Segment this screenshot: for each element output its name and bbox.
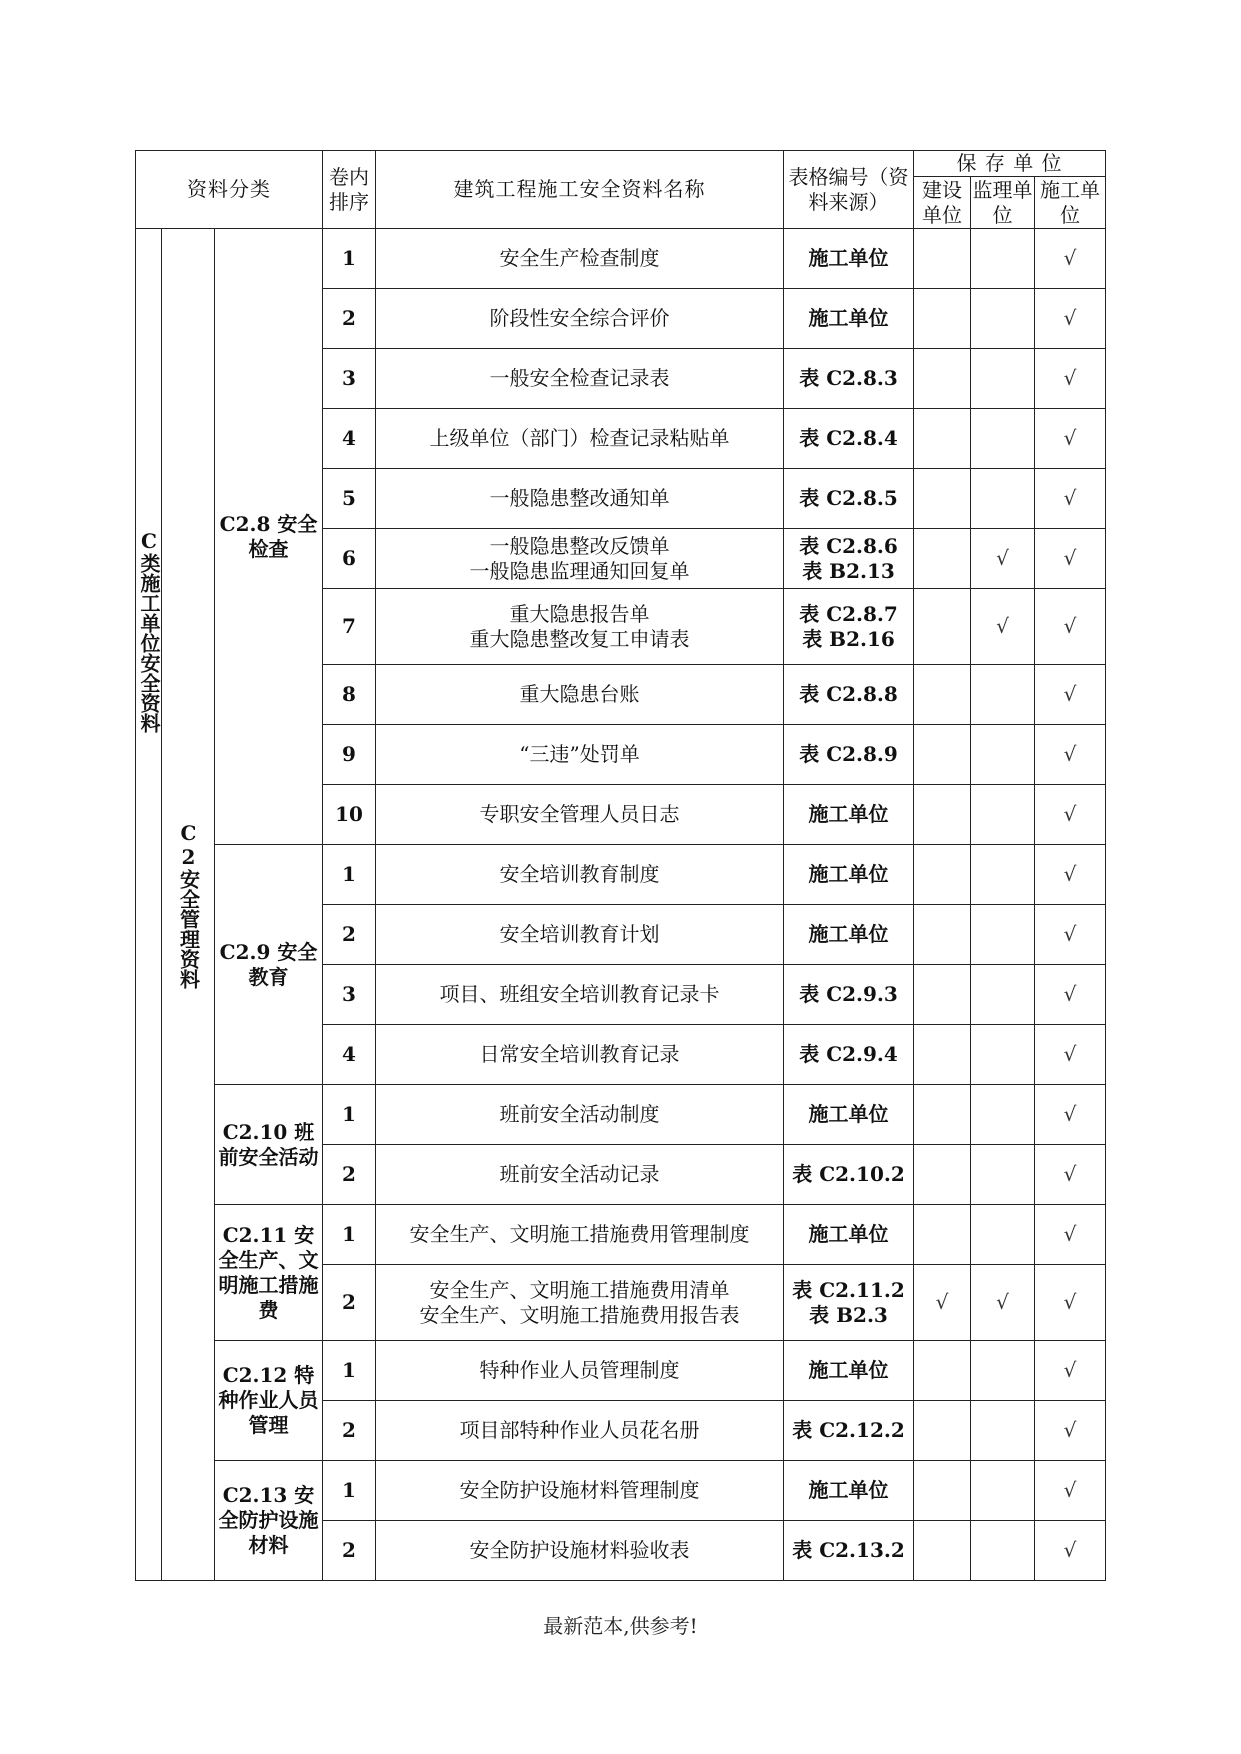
check-mark-icon: √ (1063, 982, 1077, 1006)
check-owner-cell (914, 409, 971, 469)
form-code: 施工单位 (784, 229, 914, 289)
record-name: 特种作业人员管理制度 (376, 1341, 784, 1401)
check-contractor-cell (1035, 1265, 1106, 1341)
row-number: 2 (323, 905, 376, 965)
check-contractor-cell (1035, 965, 1106, 1025)
row-number: 4 (323, 1025, 376, 1085)
row-number: 2 (323, 1521, 376, 1581)
check-owner-cell (914, 1265, 971, 1341)
form-code: 表 C2.10.2 (784, 1145, 914, 1205)
form-code: 施工单位 (784, 289, 914, 349)
check-mark-icon: √ (1063, 486, 1077, 510)
form-code: 表 C2.8.7 表 B2.16 (784, 589, 914, 665)
form-code: 施工单位 (784, 1461, 914, 1521)
record-name: 项目部特种作业人员花名册 (376, 1401, 784, 1461)
level1-category: C类施工单位安全资料 (136, 229, 162, 1581)
check-mark-icon: √ (1063, 1042, 1077, 1066)
check-contractor-cell (1035, 1401, 1106, 1461)
check-contractor-cell (1035, 529, 1106, 589)
check-mark-icon: √ (1063, 1102, 1077, 1126)
table-row (136, 1085, 1106, 1145)
check-mark-icon: √ (1063, 1418, 1077, 1442)
check-owner-cell (914, 1025, 971, 1085)
section-title: C2.13 安全防护设施材料 (215, 1461, 323, 1581)
record-name: 班前安全活动制度 (376, 1085, 784, 1145)
check-contractor-cell (1035, 1461, 1106, 1521)
header-storage-supervisor: 监理单位 (972, 177, 1033, 227)
check-owner-cell (914, 529, 971, 589)
form-code: 表 C2.13.2 (784, 1521, 914, 1581)
check-owner-cell (914, 589, 971, 665)
record-name: 安全培训教育制度 (376, 845, 784, 905)
header-code: 表格编号（资料来源） (784, 151, 914, 229)
check-contractor-cell (1035, 725, 1106, 785)
section-title: C2.11 安全生产、文明施工措施费 (215, 1205, 323, 1341)
header-row-1 (136, 151, 1106, 177)
record-name: 安全生产检查制度 (376, 229, 784, 289)
check-owner-cell (914, 289, 971, 349)
row-number: 2 (323, 1265, 376, 1341)
check-owner-cell (914, 725, 971, 785)
check-supervisor-cell (971, 785, 1035, 845)
row-number: 1 (323, 1085, 376, 1145)
check-supervisor-cell (971, 845, 1035, 905)
footer-note: 最新范本,供参考! (543, 1614, 698, 1638)
check-mark-icon: √ (1063, 862, 1077, 886)
record-name: 班前安全活动记录 (376, 1145, 784, 1205)
check-contractor-cell (1035, 1085, 1106, 1145)
check-contractor-cell (1035, 1341, 1106, 1401)
check-owner-cell (914, 1461, 971, 1521)
form-code: 表 C2.8.4 (784, 409, 914, 469)
form-code: 表 C2.9.3 (784, 965, 914, 1025)
section-title: C2.8 安全检查 (215, 229, 323, 845)
row-number: 4 (323, 409, 376, 469)
check-supervisor-cell (971, 1025, 1035, 1085)
form-code: 表 C2.8.3 (784, 349, 914, 409)
record-name: 上级单位（部门）检查记录粘贴单 (376, 409, 784, 469)
record-name: 专职安全管理人员日志 (376, 785, 784, 845)
check-supervisor-cell (971, 349, 1035, 409)
check-supervisor-cell (971, 469, 1035, 529)
check-owner-cell (914, 349, 971, 409)
row-number: 9 (323, 725, 376, 785)
check-mark-icon: √ (996, 546, 1009, 570)
table-row (136, 1461, 1106, 1521)
check-mark-icon: √ (1063, 1290, 1077, 1314)
record-name: 日常安全培训教育记录 (376, 1025, 784, 1085)
check-contractor-cell (1035, 1521, 1106, 1581)
form-code: 施工单位 (784, 1085, 914, 1145)
check-mark-icon: √ (1063, 1538, 1077, 1562)
safety-records-table (135, 150, 1106, 1581)
form-code: 施工单位 (784, 905, 914, 965)
form-code: 施工单位 (784, 1205, 914, 1265)
table-row (136, 1205, 1106, 1265)
check-mark-icon: √ (1063, 742, 1077, 766)
check-owner-cell (914, 469, 971, 529)
record-name: 项目、班组安全培训教育记录卡 (376, 965, 784, 1025)
check-supervisor-cell (971, 1265, 1035, 1341)
record-name: 安全防护设施材料验收表 (376, 1521, 784, 1581)
check-owner-cell (914, 905, 971, 965)
record-name: 一般安全检查记录表 (376, 349, 784, 409)
check-mark-icon: √ (1063, 922, 1077, 946)
check-supervisor-cell (971, 905, 1035, 965)
check-owner-cell (914, 1401, 971, 1461)
check-mark-icon: √ (1063, 802, 1077, 826)
check-supervisor-cell (971, 1341, 1035, 1401)
check-supervisor-cell (971, 589, 1035, 665)
check-owner-cell (914, 229, 971, 289)
check-mark-icon: √ (1063, 546, 1077, 570)
section-title: C2.10 班前安全活动 (215, 1085, 323, 1205)
check-supervisor-cell (971, 1145, 1035, 1205)
row-number: 5 (323, 469, 376, 529)
check-supervisor-cell (971, 409, 1035, 469)
row-number: 1 (323, 1461, 376, 1521)
check-owner-cell (914, 665, 971, 725)
check-contractor-cell (1035, 349, 1106, 409)
check-contractor-cell (1035, 409, 1106, 469)
record-name: 安全培训教育计划 (376, 905, 784, 965)
section-title: C2.9 安全教育 (215, 845, 323, 1085)
form-code: 表 C2.11.2 表 B2.3 (784, 1265, 914, 1341)
record-name: “三违”处罚单 (376, 725, 784, 785)
check-contractor-cell (1035, 1205, 1106, 1265)
form-code: 表 C2.8.8 (784, 665, 914, 725)
form-code: 表 C2.9.4 (784, 1025, 914, 1085)
check-supervisor-cell (971, 529, 1035, 589)
check-contractor-cell (1035, 289, 1106, 349)
form-code: 施工单位 (784, 845, 914, 905)
header-storage-contractor: 施工单位 (1035, 177, 1106, 229)
row-number: 3 (323, 349, 376, 409)
check-contractor-cell (1035, 589, 1106, 665)
check-owner-cell (914, 1341, 971, 1401)
check-mark-icon: √ (1063, 1162, 1077, 1186)
check-mark-icon: √ (1063, 246, 1077, 270)
form-code: 施工单位 (784, 785, 914, 845)
form-code: 表 C2.8.5 (784, 469, 914, 529)
form-code: 施工单位 (784, 1341, 914, 1401)
record-name: 一般隐患整改通知单 (376, 469, 784, 529)
check-supervisor-cell (971, 1085, 1035, 1145)
row-number: 1 (323, 1341, 376, 1401)
check-contractor-cell (1035, 845, 1106, 905)
check-supervisor-cell (971, 229, 1035, 289)
check-mark-icon: √ (1063, 306, 1077, 330)
check-owner-cell (914, 1205, 971, 1265)
check-mark-icon: √ (996, 614, 1009, 638)
record-name: 一般隐患整改反馈单 一般隐患监理通知回复单 (376, 529, 784, 589)
record-name: 安全防护设施材料管理制度 (376, 1461, 784, 1521)
check-contractor-cell (1035, 785, 1106, 845)
check-mark-icon: √ (1063, 614, 1077, 638)
check-owner-cell (914, 1521, 971, 1581)
form-code: 表 C2.8.6 表 B2.13 (784, 529, 914, 589)
check-supervisor-cell (971, 289, 1035, 349)
record-name: 阶段性安全综合评价 (376, 289, 784, 349)
check-owner-cell (914, 845, 971, 905)
check-contractor-cell (1035, 1145, 1106, 1205)
check-supervisor-cell (971, 725, 1035, 785)
check-mark-icon: √ (935, 1290, 949, 1314)
row-number: 3 (323, 965, 376, 1025)
check-owner-cell (914, 785, 971, 845)
check-mark-icon: √ (996, 1290, 1009, 1314)
check-supervisor-cell (971, 965, 1035, 1025)
row-number: 10 (323, 785, 376, 845)
row-number: 6 (323, 529, 376, 589)
row-number: 1 (323, 1205, 376, 1265)
check-supervisor-cell (971, 1461, 1035, 1521)
check-contractor-cell (1035, 229, 1106, 289)
row-number: 8 (323, 665, 376, 725)
table-row (136, 1341, 1106, 1401)
check-owner-cell (914, 1085, 971, 1145)
check-contractor-cell (1035, 665, 1106, 725)
check-supervisor-cell (971, 665, 1035, 725)
check-supervisor-cell (971, 1205, 1035, 1265)
check-mark-icon: √ (1063, 366, 1077, 390)
table-row (136, 229, 1106, 289)
check-contractor-cell (1035, 469, 1106, 529)
check-contractor-cell (1035, 905, 1106, 965)
header-category: 资料分类 (136, 151, 323, 229)
row-number: 2 (323, 1401, 376, 1461)
check-mark-icon: √ (1063, 1478, 1077, 1502)
check-mark-icon: √ (1063, 426, 1077, 450)
check-owner-cell (914, 965, 971, 1025)
header-order: 卷内排序 (323, 151, 376, 229)
row-number: 2 (323, 289, 376, 349)
section-title: C2.12 特种作业人员管理 (215, 1341, 323, 1461)
row-number: 7 (323, 589, 376, 665)
record-name: 安全生产、文明施工措施费用管理制度 (376, 1205, 784, 1265)
check-mark-icon: √ (1063, 1222, 1077, 1246)
form-code: 表 C2.12.2 (784, 1401, 914, 1461)
record-name: 重大隐患台账 (376, 665, 784, 725)
check-owner-cell (914, 1145, 971, 1205)
level2-category: C2安全管理资料 (162, 229, 215, 1581)
check-supervisor-cell (971, 1401, 1035, 1461)
check-mark-icon: √ (1063, 1358, 1077, 1382)
check-supervisor-cell (971, 1521, 1035, 1581)
check-contractor-cell (1035, 1025, 1106, 1085)
row-number: 2 (323, 1145, 376, 1205)
header-storage-owner: 建设单位 (914, 177, 971, 229)
table-row (136, 845, 1106, 905)
header-storage: 保 存 单 位 (914, 151, 1106, 177)
form-code: 表 C2.8.9 (784, 725, 914, 785)
record-name: 安全生产、文明施工措施费用清单 安全生产、文明施工措施费用报告表 (376, 1265, 784, 1341)
check-mark-icon: √ (1063, 682, 1077, 706)
row-number: 1 (323, 229, 376, 289)
row-number: 1 (323, 845, 376, 905)
header-name: 建筑工程施工安全资料名称 (376, 151, 784, 229)
record-name: 重大隐患报告单 重大隐患整改复工申请表 (376, 589, 784, 665)
